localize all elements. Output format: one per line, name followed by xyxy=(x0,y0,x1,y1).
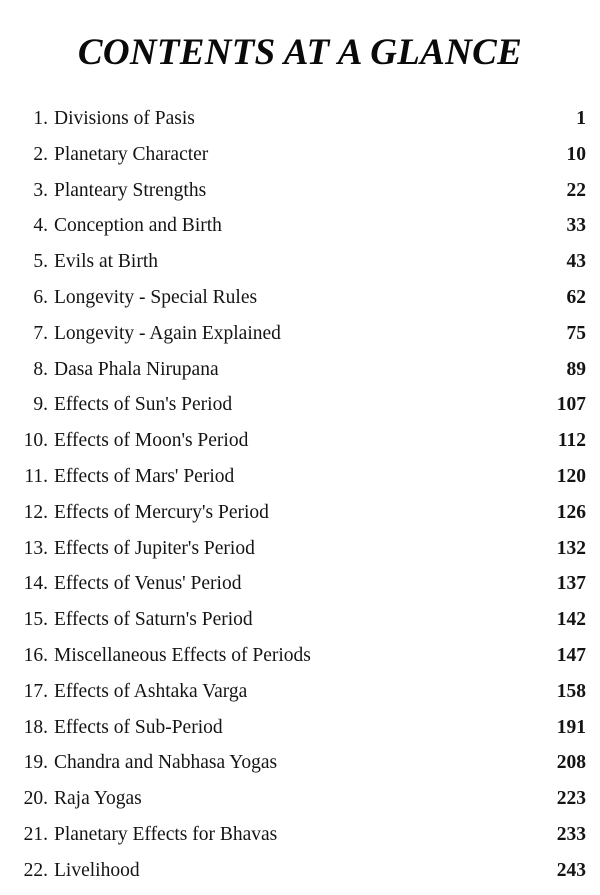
toc-entry xyxy=(0,531,600,567)
page-number: 33 xyxy=(566,215,586,237)
chapter-number: 4. xyxy=(33,215,48,237)
chapter-number: 14. xyxy=(23,573,48,595)
toc-entry xyxy=(0,244,600,280)
chapter-number: 9. xyxy=(33,394,48,416)
page-number: 223 xyxy=(556,788,586,810)
table-of-contents xyxy=(0,101,600,889)
page-number: 1 xyxy=(576,108,586,129)
toc-entry xyxy=(0,423,600,459)
chapter-title: Dasa Phala Nirupana xyxy=(54,358,219,380)
toc-entry xyxy=(0,745,600,781)
chapter-number: 21. xyxy=(23,823,48,845)
toc-entry xyxy=(0,674,600,710)
page-number: 243 xyxy=(556,859,586,881)
chapter-title: Planetary Character xyxy=(54,143,209,165)
chapter-number: 18. xyxy=(23,716,48,738)
chapter-title: Miscellaneous Effects of Periods xyxy=(54,644,311,666)
chapter-title: Effects of Sun's Period xyxy=(54,394,233,416)
chapter-title: Effects of Saturn's Period xyxy=(54,609,253,631)
chapter-number: 19. xyxy=(23,752,48,774)
chapter-title: Raja Yogas xyxy=(54,788,142,810)
toc-entry xyxy=(0,173,600,209)
toc-entry xyxy=(0,638,600,674)
chapter-title: Planetary Effects for Bhavas xyxy=(54,823,278,845)
chapter-number: 8. xyxy=(33,358,48,380)
chapter-title: Conception and Birth xyxy=(54,215,222,237)
toc-entry xyxy=(0,101,600,137)
chapter-number: 16. xyxy=(23,644,48,666)
toc-entry xyxy=(0,137,600,173)
page-number: 147 xyxy=(556,644,586,666)
toc-entry xyxy=(0,459,600,495)
chapter-number: 15. xyxy=(23,609,48,631)
page-number: 75 xyxy=(566,322,586,344)
page-number: 126 xyxy=(556,501,586,523)
chapter-number: 1. xyxy=(33,108,48,129)
toc-entry xyxy=(0,280,600,316)
toc-entry xyxy=(0,602,600,638)
toc-entry xyxy=(0,316,600,352)
page-number: 132 xyxy=(556,537,586,559)
page-number: 107 xyxy=(556,394,586,416)
chapter-title: Livelihood xyxy=(54,859,140,881)
chapter-title: Effects of Sub-Period xyxy=(54,716,223,738)
chapter-title: Divisions of Pasis xyxy=(54,108,195,129)
toc-entry xyxy=(0,495,600,531)
page-number: 191 xyxy=(556,716,586,738)
chapter-title: Effects of Ashtaka Varga xyxy=(54,680,248,702)
chapter-number: 3. xyxy=(33,179,48,201)
page-number: 22 xyxy=(566,179,586,201)
chapter-number: 13. xyxy=(23,537,48,559)
toc-entry xyxy=(0,208,600,244)
chapter-number: 22. xyxy=(23,859,48,881)
chapter-title: Effects of Mars' Period xyxy=(54,465,235,487)
chapter-title: Longevity - Again Explained xyxy=(54,322,281,344)
chapter-title: Evils at Birth xyxy=(54,251,158,273)
chapter-number: 17. xyxy=(23,680,48,702)
chapter-number: 6. xyxy=(33,286,48,308)
chapter-title: Longevity - Special Rules xyxy=(54,286,258,308)
chapter-title: Planteary Strengths xyxy=(54,179,207,201)
chapter-number: 5. xyxy=(33,251,48,273)
chapter-number: 20. xyxy=(23,788,48,810)
page-number: 158 xyxy=(556,680,586,702)
toc-entry xyxy=(0,781,600,817)
page-title: CONTENTS AT A GLANCE xyxy=(77,31,523,73)
page-number: 142 xyxy=(556,609,586,631)
chapter-number: 10. xyxy=(23,430,48,452)
page-number: 62 xyxy=(566,286,586,308)
page-number: 120 xyxy=(556,465,586,487)
chapter-title: Effects of Venus' Period xyxy=(54,573,242,595)
chapter-title: Chandra and Nabhasa Yogas xyxy=(54,752,278,774)
toc-entry xyxy=(0,710,600,746)
page-number: 233 xyxy=(556,823,586,845)
chapter-title: Effects of Jupiter's Period xyxy=(54,537,255,559)
toc-entry xyxy=(0,817,600,853)
chapter-number: 12. xyxy=(23,501,48,523)
chapter-number: 11. xyxy=(24,465,48,487)
chapter-number: 7. xyxy=(33,322,48,344)
toc-entry xyxy=(0,352,600,388)
chapter-number: 2. xyxy=(33,143,48,165)
toc-entry xyxy=(0,853,600,889)
page-number: 43 xyxy=(566,251,586,273)
toc-entry xyxy=(0,566,600,602)
page-number: 89 xyxy=(566,358,586,380)
chapter-title: Effects of Moon's Period xyxy=(54,430,249,452)
chapter-title: Effects of Mercury's Period xyxy=(54,501,269,523)
page-number: 208 xyxy=(556,752,586,774)
page-number: 10 xyxy=(566,143,586,165)
toc-entry xyxy=(0,387,600,423)
page-number: 112 xyxy=(557,430,586,452)
page-number: 137 xyxy=(556,573,586,595)
